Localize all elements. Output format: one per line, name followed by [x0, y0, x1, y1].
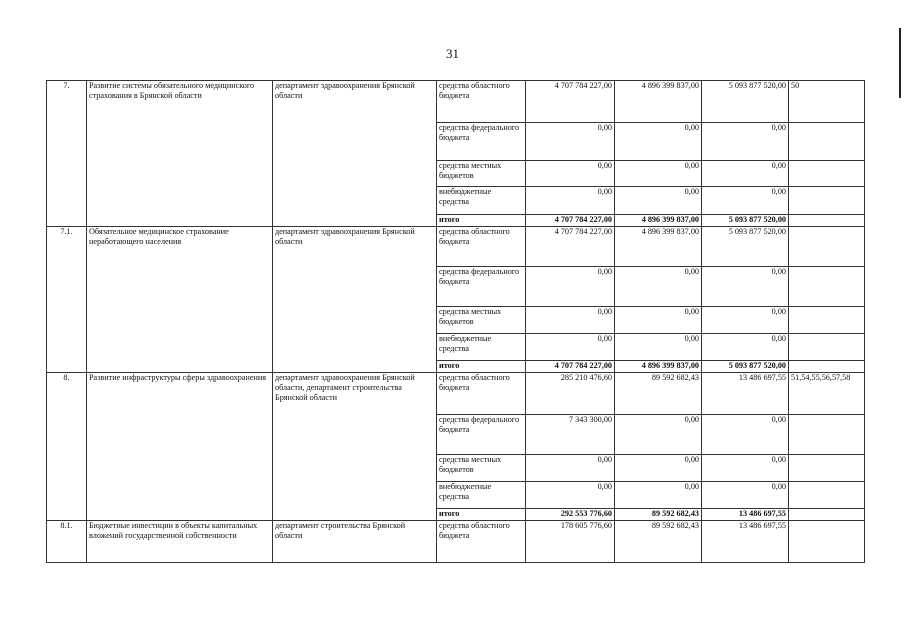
amount-year-3: 0,00 — [702, 455, 789, 482]
amount-year-3: 0,00 — [702, 123, 789, 161]
amount-year-2: 4 896 399 837,00 — [615, 227, 702, 267]
funding-source: средства областного бюджета — [437, 81, 526, 123]
amount-year-3: 5 093 877 520,00 — [702, 227, 789, 267]
amount-year-1: 0,00 — [526, 334, 615, 361]
funding-source: средства областного бюджета — [437, 373, 526, 415]
funding-source: средства местных бюджетов — [437, 307, 526, 334]
indicator-refs — [789, 215, 865, 227]
funding-source: итого — [437, 215, 526, 227]
amount-year-3: 13 486 697,55 — [702, 521, 789, 563]
program-name: Обязательное медицинское страхование неработающего населения — [87, 227, 273, 373]
funding-source: внебюджетные средства — [437, 187, 526, 215]
indicator-refs — [789, 161, 865, 187]
amount-year-1: 4 707 784 227,00 — [526, 215, 615, 227]
amount-year-2: 0,00 — [615, 123, 702, 161]
program-name: Развитие системы обязательного медицинского страхования в Брянской области — [87, 81, 273, 227]
row-index: 7. — [47, 81, 87, 227]
amount-year-3: 5 093 877 520,00 — [702, 361, 789, 373]
indicator-refs — [789, 334, 865, 361]
amount-year-1: 292 553 776,60 — [526, 509, 615, 521]
budget-table — [46, 80, 865, 563]
amount-year-2: 0,00 — [615, 267, 702, 307]
table-row — [47, 81, 865, 123]
amount-year-2: 4 896 399 837,00 — [615, 361, 702, 373]
indicator-refs — [789, 227, 865, 267]
amount-year-2: 0,00 — [615, 187, 702, 215]
amount-year-3: 0,00 — [702, 307, 789, 334]
indicator-refs — [789, 521, 865, 563]
amount-year-3: 5 093 877 520,00 — [702, 215, 789, 227]
indicator-refs: 50 — [789, 81, 865, 123]
amount-year-1: 0,00 — [526, 307, 615, 334]
executor: департамент строительства Брянской области — [273, 521, 437, 563]
funding-source: внебюджетные средства — [437, 482, 526, 509]
amount-year-1: 0,00 — [526, 123, 615, 161]
indicator-refs — [789, 187, 865, 215]
amount-year-3: 0,00 — [702, 267, 789, 307]
amount-year-2: 89 592 682,43 — [615, 509, 702, 521]
funding-source: итого — [437, 509, 526, 521]
amount-year-1: 178 605 776,60 — [526, 521, 615, 563]
amount-year-2: 89 592 682,43 — [615, 521, 702, 563]
amount-year-1: 0,00 — [526, 187, 615, 215]
amount-year-3: 0,00 — [702, 334, 789, 361]
indicator-refs — [789, 482, 865, 509]
executor: департамент здравоохранения Брянской области — [273, 227, 437, 373]
amount-year-2: 0,00 — [615, 482, 702, 509]
funding-source: средства федерального бюджета — [437, 415, 526, 455]
funding-source: внебюджетные средства — [437, 334, 526, 361]
indicator-refs — [789, 415, 865, 455]
amount-year-2: 0,00 — [615, 161, 702, 187]
amount-year-3: 0,00 — [702, 482, 789, 509]
row-index: 8.1. — [47, 521, 87, 563]
indicator-refs — [789, 307, 865, 334]
page-number: 31 — [446, 46, 459, 61]
amount-year-1: 4 707 784 227,00 — [526, 81, 615, 123]
table-row — [47, 227, 865, 267]
funding-source: средства федерального бюджета — [437, 123, 526, 161]
executor: департамент здравоохранения Брянской области — [273, 81, 437, 227]
amount-year-2: 0,00 — [615, 307, 702, 334]
amount-year-1: 0,00 — [526, 161, 615, 187]
funding-source: средства областного бюджета — [437, 227, 526, 267]
row-index: 8. — [47, 373, 87, 521]
indicator-refs — [789, 267, 865, 307]
amount-year-1: 4 707 784 227,00 — [526, 361, 615, 373]
amount-year-1: 4 707 784 227,00 — [526, 227, 615, 267]
amount-year-3: 13 486 697,55 — [702, 373, 789, 415]
program-name: Бюджетные инвестиции в объекты капитальных вложений государственной собственности — [87, 521, 273, 563]
amount-year-1: 0,00 — [526, 267, 615, 307]
amount-year-3: 0,00 — [702, 187, 789, 215]
funding-source: средства местных бюджетов — [437, 161, 526, 187]
amount-year-1: 7 343 300,00 — [526, 415, 615, 455]
amount-year-1: 0,00 — [526, 482, 615, 509]
amount-year-3: 13 486 697,55 — [702, 509, 789, 521]
amount-year-2: 0,00 — [615, 334, 702, 361]
amount-year-2: 4 896 399 837,00 — [615, 81, 702, 123]
executor: департамент здравоохранения Брянской области, департамент строительства Брянской области — [273, 373, 437, 521]
funding-source: средства федерального бюджета — [437, 267, 526, 307]
indicator-refs — [789, 123, 865, 161]
funding-source: средства областного бюджета — [437, 521, 526, 563]
funding-source: средства местных бюджетов — [437, 455, 526, 482]
program-name: Развитие инфраструктуры сферы здравоохранения — [87, 373, 273, 521]
funding-source: итого — [437, 361, 526, 373]
amount-year-1: 285 210 476,60 — [526, 373, 615, 415]
table-row — [47, 373, 865, 415]
table-row — [47, 521, 865, 563]
scan-edge-mark — [899, 28, 901, 98]
amount-year-3: 0,00 — [702, 161, 789, 187]
amount-year-1: 0,00 — [526, 455, 615, 482]
amount-year-3: 5 093 877 520,00 — [702, 81, 789, 123]
indicator-refs — [789, 455, 865, 482]
indicator-refs: 51,54,55,56,57,58 — [789, 373, 865, 415]
amount-year-2: 0,00 — [615, 415, 702, 455]
indicator-refs — [789, 361, 865, 373]
indicator-refs — [789, 509, 865, 521]
amount-year-2: 0,00 — [615, 455, 702, 482]
amount-year-3: 0,00 — [702, 415, 789, 455]
amount-year-2: 89 592 682,43 — [615, 373, 702, 415]
amount-year-2: 4 896 399 837,00 — [615, 215, 702, 227]
row-index: 7.1. — [47, 227, 87, 373]
